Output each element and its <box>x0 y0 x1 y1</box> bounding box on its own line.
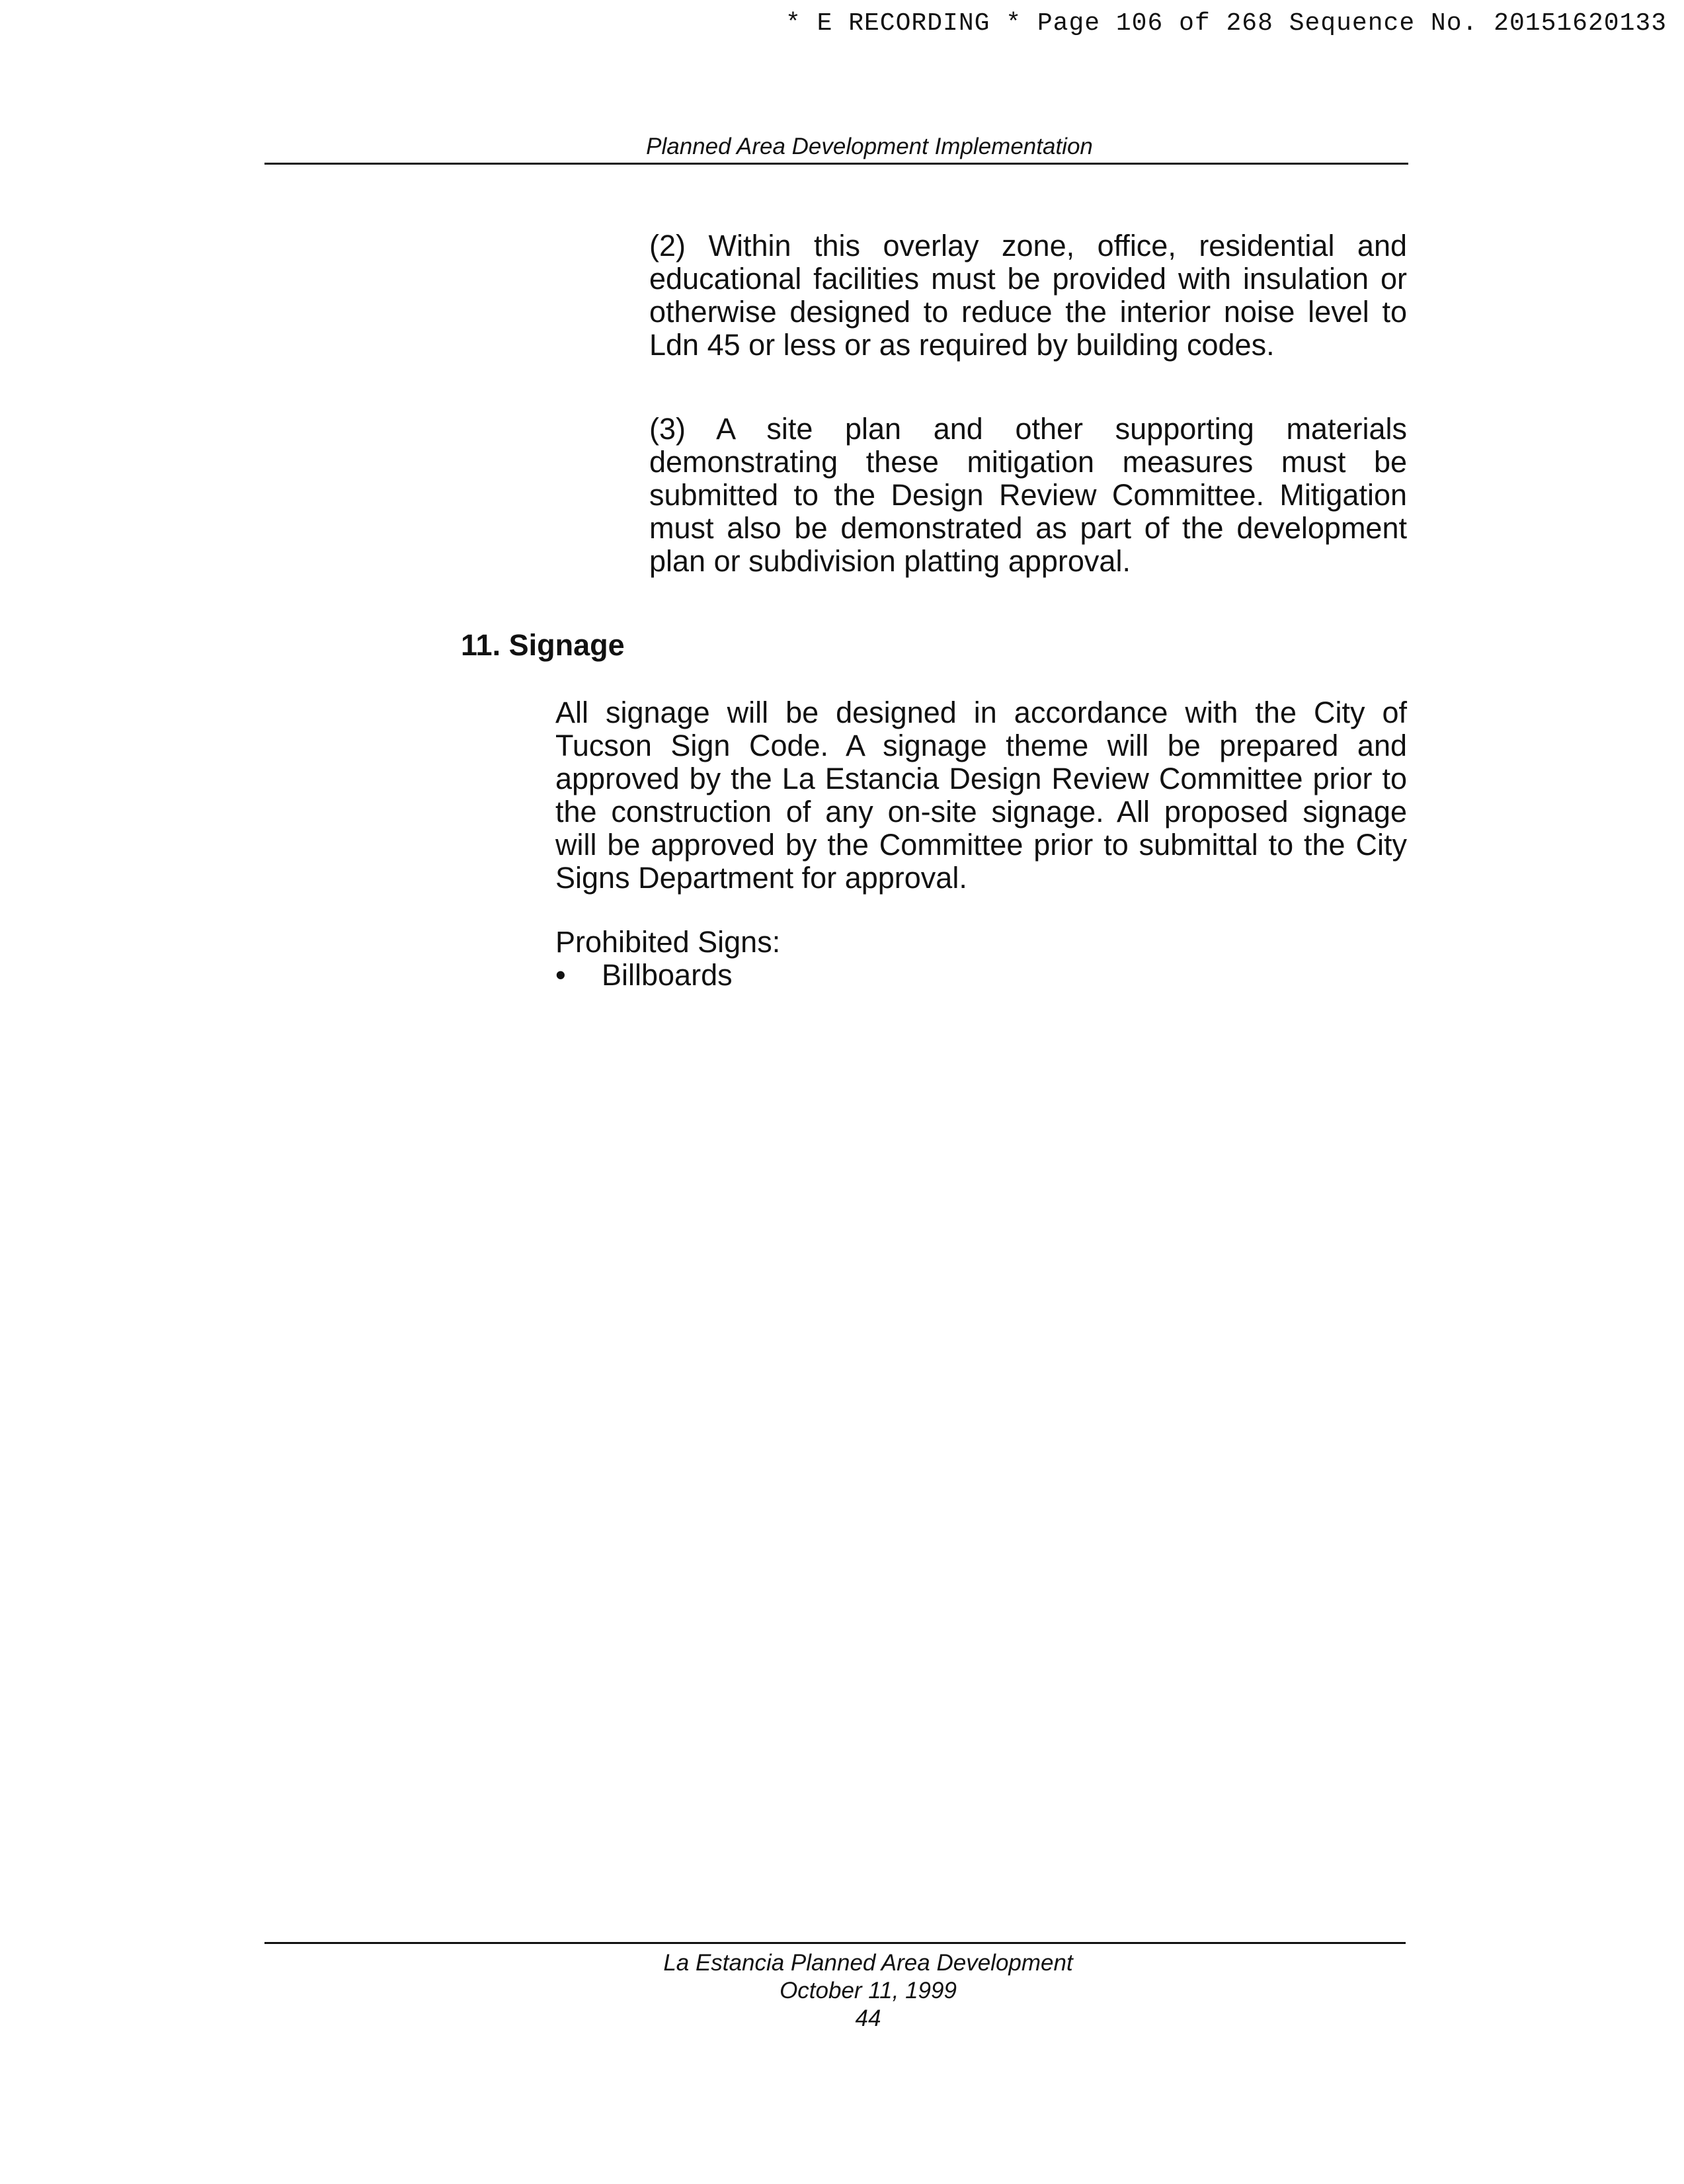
list-item <box>555 959 733 992</box>
recording-stamp: * E RECORDING * Page 106 of 268 Sequence No. 20151620133 <box>785 9 1667 38</box>
item-3-paragraph <box>649 413 1407 578</box>
prohibited-signs-label: Prohibited Signs: <box>555 925 781 959</box>
signage-text: All signage will be designed in accordance with the City of Tucson Sign Code. A signage theme will be prepared and approved by the La Estancia Design Review Committee prior to the construction of any on-site signage. All proposed signage will be approved by the Committee prior to submittal to the City Signs Department for approval. <box>555 696 1407 895</box>
page-number: 44 <box>855 2005 881 2031</box>
page-footer <box>264 1942 1406 2033</box>
item-3-text: (3) A site plan and other supporting materials demonstrating these mitigation measures must be submitted to the Design Review Committee. Mitigation must also be demonstrated as part of the development plan or subdivision platting approval. <box>649 412 1407 578</box>
item-2-paragraph <box>649 229 1407 362</box>
item-2-text: (2) Within this overlay zone, office, residential and educational facilities must be provided with insulation or otherwise designed to reduce the interior noise level to Ldn 45 or less or as required by building codes. <box>649 229 1407 362</box>
footer-date: October 11, 1999 <box>780 1978 957 2003</box>
list-item-text: Billboards <box>602 958 733 992</box>
signage-paragraph <box>555 696 1407 895</box>
header-rule <box>264 163 1408 165</box>
footer-document-title: La Estancia Planned Area Development <box>663 1950 1073 1976</box>
bullet-icon: • <box>555 958 566 992</box>
running-header <box>264 131 1408 165</box>
section-heading: 11. Signage <box>461 628 625 662</box>
running-header-title: Planned Area Development Implementation <box>646 134 1093 159</box>
